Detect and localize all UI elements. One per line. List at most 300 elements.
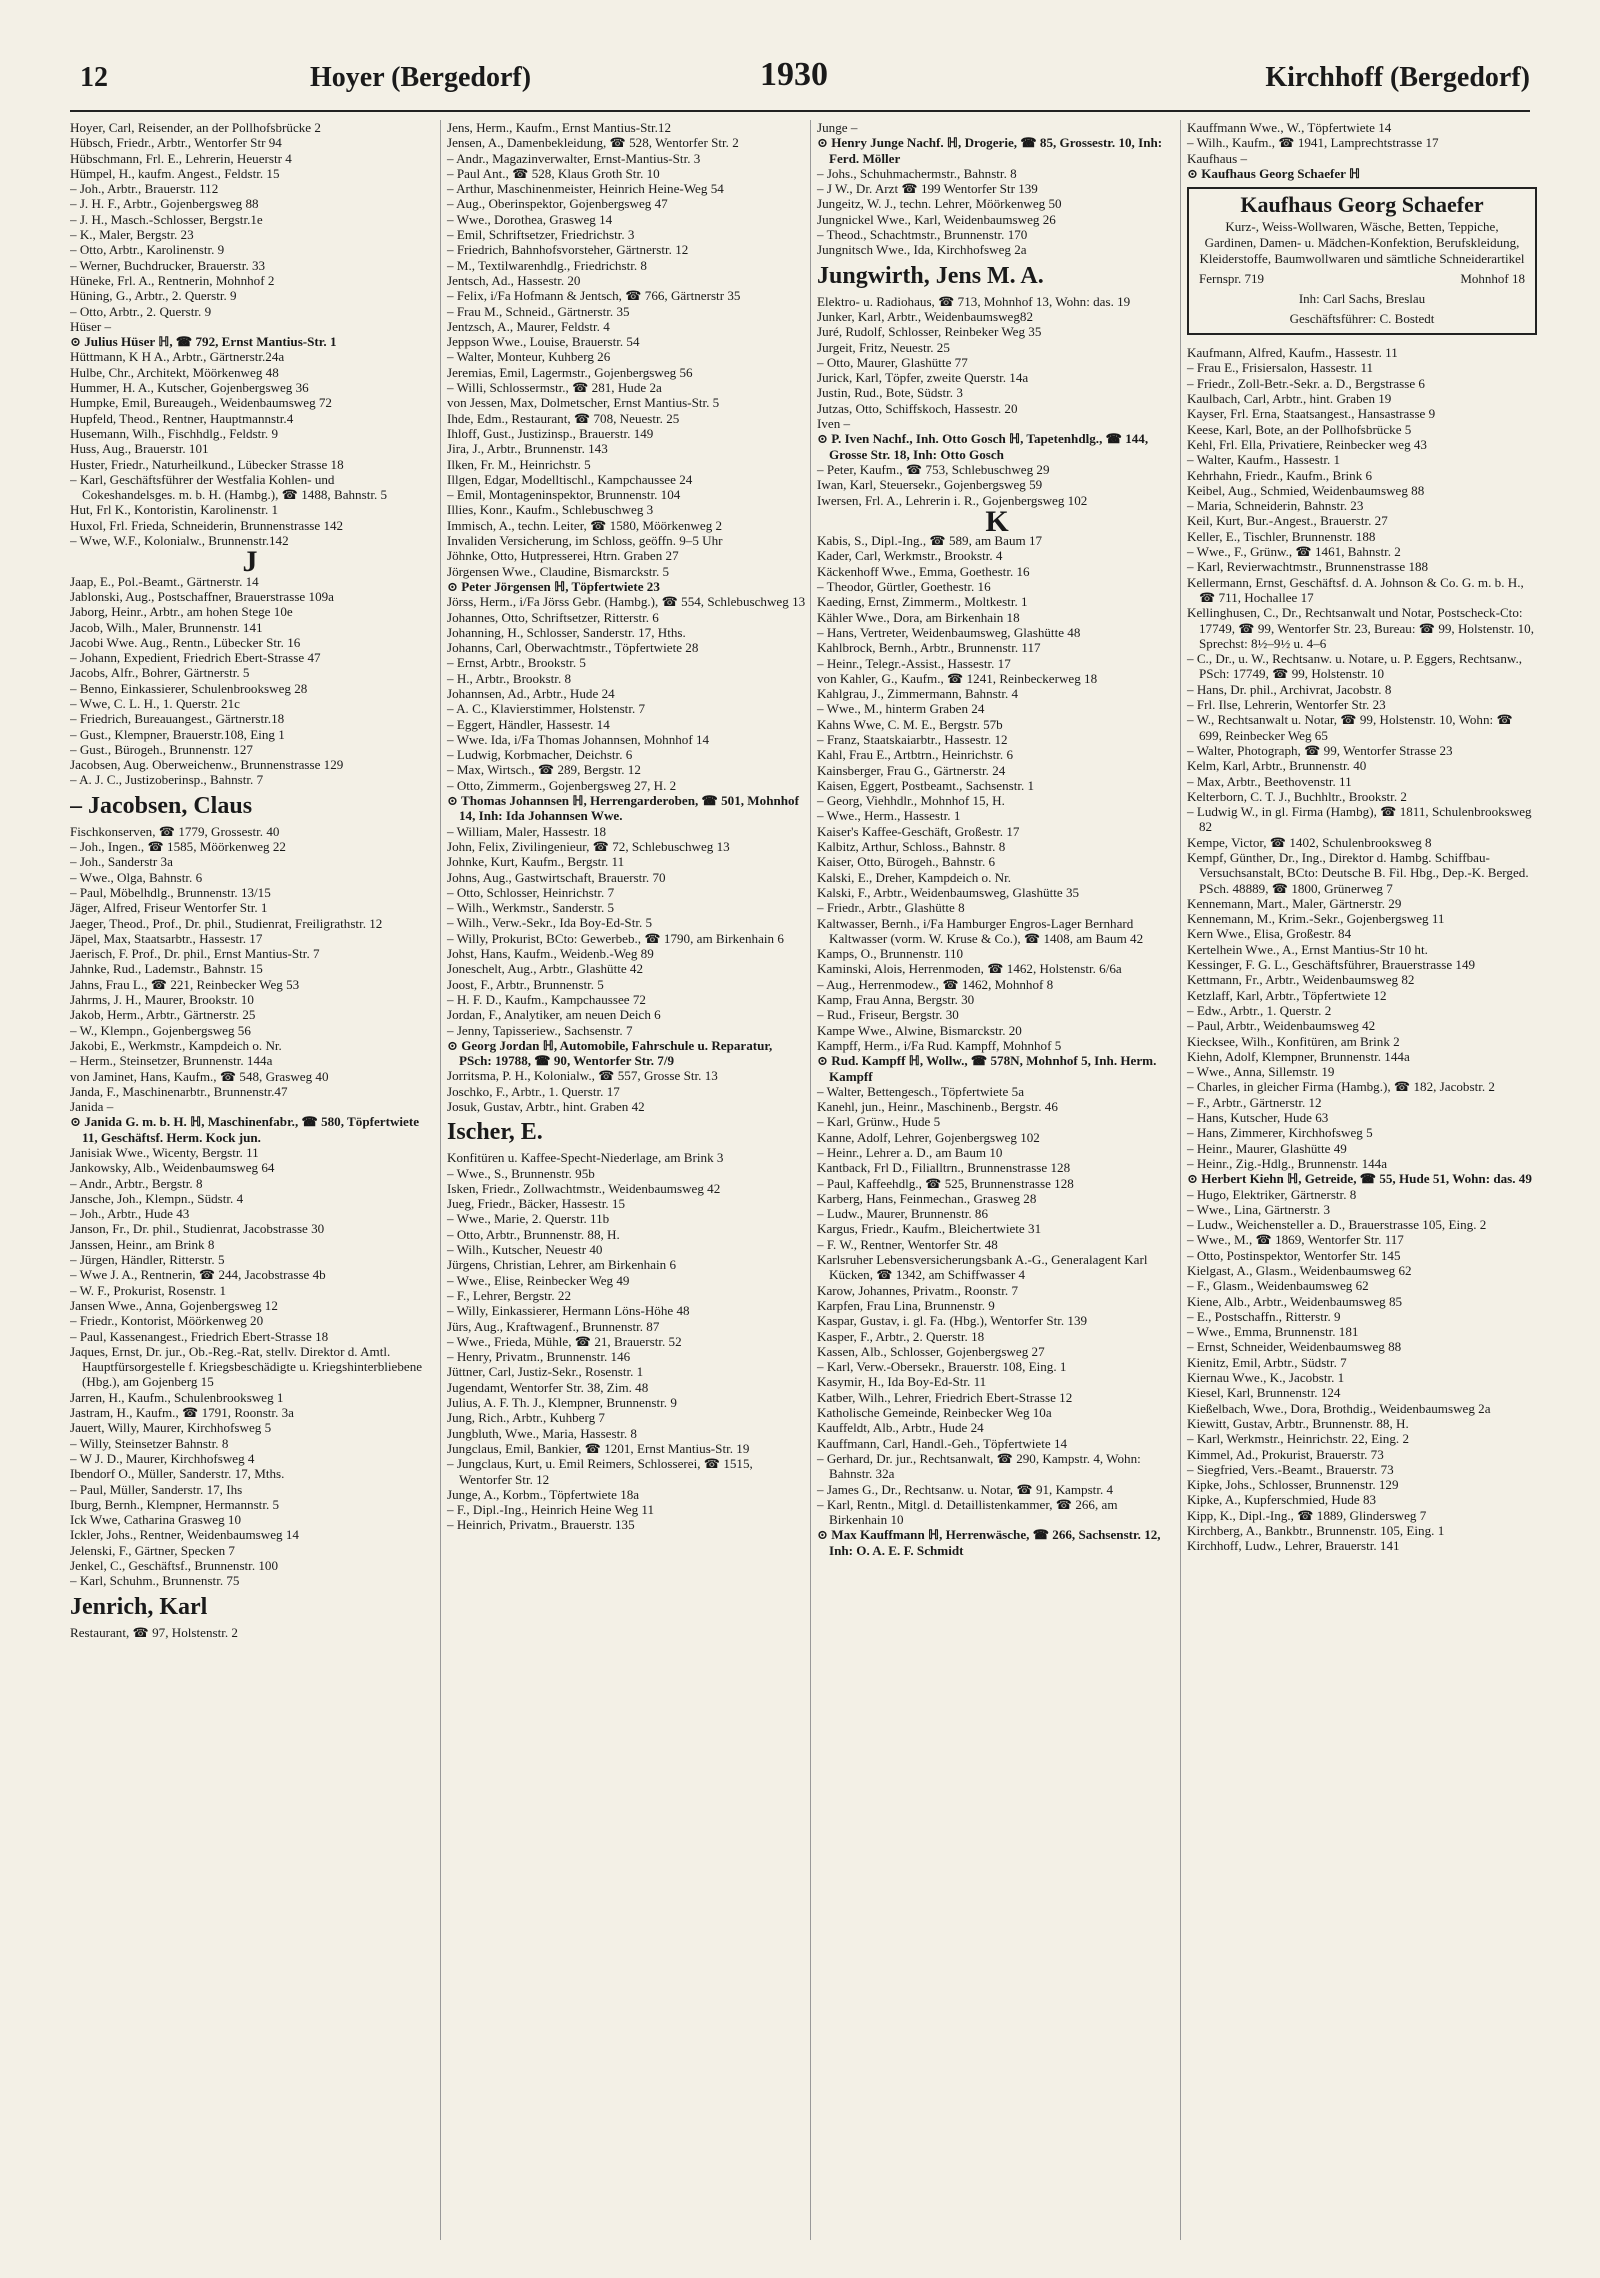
directory-entry: Kaulbach, Carl, Arbtr., hint. Graben 19 [1187, 391, 1392, 407]
directory-entry: Jungbluth, Wwe., Maria, Hassestr. 8 [447, 1425, 637, 1441]
directory-entry: – Andr., Magazinverwalter, Ernst-Mantius-Str. 3 [447, 150, 701, 166]
directory-entry: – Hans, Zimmerer, Kirchhofsweg 5 [1187, 1125, 1373, 1141]
directory-entry: Kaspar, Gustav, i. gl. Fa. (Hbg.), Wentorfer Str. 139 [817, 1313, 1088, 1329]
directory-entry: Kahlbrock, Bernh., Arbtr., Brunnenstr. 117 [817, 640, 1041, 656]
directory-entry: Fischkonserven, ☎ 1779, Grossestr. 40 [70, 823, 280, 839]
directory-entry: – Hans, Kutscher, Hude 63 [1187, 1110, 1329, 1126]
directory-entry: – Rud., Friseur, Bergstr. 30 [817, 1007, 959, 1023]
directory-entry: Kelm, Karl, Arbtr., Brunnenstr. 40 [1187, 758, 1367, 774]
directory-entry: Kanne, Adolf, Lehrer, Gojenbergsweg 102 [817, 1129, 1040, 1145]
directory-entry: Illies, Konr., Kaufm., Schlebuschweg 3 [447, 502, 654, 518]
directory-entry: Jarren, H., Kaufm., Schulenbrooksweg 1 [70, 1389, 284, 1405]
directory-entry: – W J. D., Maurer, Kirchhofsweg 4 [70, 1450, 255, 1466]
directory-entry: – Herm., Steinsetzer, Brunnenstr. 144a [70, 1053, 273, 1069]
directory-entry: Hüning, G., Arbtr., 2. Querstr. 9 [70, 288, 237, 304]
directory-entry: – Paul, Arbtr., Weidenbaumsweg 42 [1187, 1018, 1376, 1034]
directory-entry: – E., Postschaffn., Ritterstr. 9 [1187, 1308, 1341, 1324]
directory-entry: ⊙ Henry Junge Nachf. ℍ, Drogerie, ☎ 85, Grossestr. 10, Inh: Ferd. Möller [817, 135, 1163, 166]
directory-entry: Karpfen, Frau Lina, Brunnenstr. 9 [817, 1297, 995, 1313]
directory-entry: Kelterborn, C. T. J., Buchhltr., Brookstr. 2 [1187, 788, 1407, 804]
directory-entry: – Paul, Müller, Sanderstr. 17, Ihs [70, 1481, 243, 1497]
directory-entry: Jurick, Karl, Töpfer, zweite Querstr. 14a [817, 370, 1029, 386]
directory-entry: – Peter, Kaufm., ☎ 753, Schlebuschweg 29 [817, 461, 1050, 477]
directory-entry: Restaurant, ☎ 97, Holstenstr. 2 [70, 1624, 238, 1640]
directory-entry: Junge – [817, 120, 858, 135]
directory-entry: Hüneke, Frl. A., Rentnerin, Mohnhof 2 [70, 272, 275, 288]
featured-entry: – Jacobsen, Claus [70, 792, 253, 819]
directory-entry: Jacob, Wilh., Maler, Brunnenstr. 141 [70, 619, 263, 635]
page-header [70, 50, 1530, 112]
directory-entry: – Paul, Kaffeehdlg., ☎ 525, Brunnenstrasse 128 [817, 1175, 1074, 1191]
directory-entry: Kienitz, Emil, Arbtr., Südstr. 7 [1187, 1354, 1347, 1370]
directory-entry: Keller, E., Tischler, Brunnenstr. 188 [1187, 528, 1376, 544]
directory-entry: – Jürgen, Händler, Ritterstr. 5 [70, 1252, 225, 1268]
directory-entry: – C., Dr., u. W., Rechtsanw. u. Notare, u. P. Eggers, Rechtsanw., PSch: 17749, ☎ 99, Holstenstr. 10 [1187, 651, 1523, 682]
directory-entry: – Maria, Schneiderin, Bahnstr. 23 [1187, 498, 1364, 514]
directory-entry: – Henry, Privatm., Brunnenstr. 146 [447, 1349, 631, 1365]
directory-entry: Huxol, Frl. Frieda, Schneiderin, Brunnenstrasse 142 [70, 517, 344, 533]
directory-entry: – Theodor, Gürtler, Goethestr. 16 [817, 579, 991, 595]
ad-manager: Geschäftsführer: C. Bostedt [1289, 311, 1435, 327]
directory-entry: – Frau M., Schneid., Gärtnerstr. 35 [447, 303, 630, 319]
directory-entry: – W., Klempn., Gojenbergsweg 56 [70, 1022, 251, 1038]
directory-entry: – Andr., Arbtr., Bergstr. 8 [70, 1175, 203, 1191]
directory-entry: – Emil, Montageninspektor, Brunnenstr. 104 [447, 487, 681, 503]
directory-entry: – James G., Dr., Rechtsanw. u. Notar, ☎ 91, Kampstr. 4 [817, 1481, 1114, 1497]
directory-entry: – Hans, Dr. phil., Archivrat, Jacobstr. 8 [1187, 681, 1392, 697]
directory-entry: Jaques, Ernst, Dr. jur., Ob.-Reg.-Rat, stellv. Direktor d. Amtl. Hauptfürsorgestelle f. Kriegsbeschädigte u. Kriegshinterbliebene (Hbg.), am Gojenberg 15 [70, 1343, 423, 1390]
directory-entry: Kampe Wwe., Alwine, Bismarckstr. 20 [817, 1022, 1022, 1038]
directory-entry: Jordan, F., Analytiker, am neuen Deich 6 [447, 1007, 661, 1023]
directory-entry: Ick Wwe, Catharina Grasweg 10 [70, 1512, 242, 1528]
directory-entry: Johannes, Otto, Schriftsetzer, Ritterstr. 6 [447, 609, 659, 625]
directory-entry: ⊙ P. Iven Nachf., Inh. Otto Gosch ℍ, Tapetenhdlg., ☎ 144, Grosse Str. 18, Inh: Otto Gosch [817, 431, 1149, 462]
directory-entry: John, Felix, Zivilingenieur, ☎ 72, Schlebuschweg 13 [447, 838, 730, 854]
directory-entry: Jensen, A., Damenbekleidung, ☎ 528, Wentorfer Str. 2 [447, 135, 739, 151]
directory-entry: Jungnitsch Wwe., Ida, Kirchhofsweg 2a [817, 242, 1027, 258]
directory-entry: – Walter, Bettengesch., Töpfertwiete 5a [817, 1083, 1024, 1099]
directory-entry: Kimmel, Ad., Prokurist, Brauerstr. 73 [1187, 1446, 1384, 1462]
featured-entry: Jungwirth, Jens M. A. [817, 262, 1044, 289]
directory-entry: Kipke, Johs., Schlosser, Brunnenstr. 129 [1187, 1477, 1399, 1493]
directory-entry: Jahrms, J. H., Maurer, Brookstr. 10 [70, 992, 254, 1008]
directory-entry: Käckenhoff Wwe., Emma, Goethestr. 16 [817, 563, 1030, 579]
directory-entry: Kiernau Wwe., K., Jacobstr. 1 [1187, 1370, 1345, 1386]
directory-entry: Iwan, Karl, Steuersekr., Gojenbergsweg 59 [817, 477, 1043, 493]
directory-entry: Kirchberg, A., Bankbtr., Brunnenstr. 105, Eing. 1 [1187, 1523, 1445, 1539]
directory-entry: Junge, A., Korbm., Töpfertwiete 18a [447, 1486, 640, 1502]
directory-entry: – Otto, Arbtr., Brunnenstr. 88, H. [447, 1226, 620, 1242]
directory-entry: Kaeding, Ernst, Zimmerm., Moltkestr. 1 [817, 594, 1028, 610]
column-2 [440, 120, 813, 2240]
directory-entry: Kessinger, F. G. L., Geschäftsführer, Brauerstrasse 149 [1187, 957, 1476, 973]
ad-contact-row [1199, 271, 1525, 287]
directory-entry: Jansche, Joh., Klempn., Südstr. 4 [70, 1190, 244, 1206]
directory-entry: Kießelbach, Wwe., Dora, Brothdig., Weidenbaumsweg 2a [1187, 1400, 1491, 1416]
directory-entry: Kiesel, Karl, Brunnenstr. 124 [1187, 1385, 1341, 1401]
left-running-head: Hoyer (Bergedorf) [310, 62, 532, 93]
directory-entry: – Charles, in gleicher Firma (Hambg.), ☎ 182, Jacobstr. 2 [1187, 1079, 1495, 1095]
directory-entry: Jacobi Wwe. Aug., Rentn., Lübecker Str. 16 [70, 634, 301, 650]
directory-entry: – Jenny, Tapisseriew., Sachsenstr. 7 [447, 1022, 633, 1038]
directory-entry: – Siegfried, Vers.-Beamt., Brauerstr. 73 [1187, 1461, 1394, 1477]
directory-entry: Hübschmann, Frl. E., Lehrerin, Heuerstr 4 [70, 150, 292, 166]
directory-entry: Kanehl, jun., Heinr., Maschinenb., Bergstr. 46 [817, 1099, 1058, 1115]
ad-body: Kurz-, Weiss-Wollwaren, Wäsche, Betten, Teppiche, Gardinen, Damen- u. Mädchen-Konfektion, Berufskleidung, Kleiderstoffe, Baumwollwaren und sämtliche Schneiderartikel [1199, 219, 1525, 267]
column-1 [70, 120, 436, 2240]
directory-entry: Kauffeldt, Alb., Arbtr., Hude 24 [817, 1420, 984, 1436]
right-running-head: Kirchhoff (Bergedorf) [1265, 62, 1530, 93]
directory-entry: Husemann, Wilh., Fischhdlg., Feldstr. 9 [70, 425, 279, 441]
directory-entry: Jira, J., Arbtr., Brunnenstr. 143 [447, 441, 608, 457]
directory-entry: Jurgeit, Fritz, Neuestr. 25 [817, 339, 950, 355]
directory-entry: Kirchhoff, Ludw., Lehrer, Brauerstr. 141 [1187, 1538, 1400, 1554]
directory-entry: Kalbitz, Arthur, Schloss., Bahnstr. 8 [817, 839, 1006, 855]
directory-entry: Jung, Rich., Arbtr., Kuhberg 7 [447, 1410, 605, 1426]
directory-entry: Kampff, Herm., i/Fa Rud. Kampff, Mohnhof 5 [817, 1037, 1062, 1053]
directory-entry: – Franz, Staatskaiarbtr., Hassestr. 12 [817, 731, 1008, 747]
directory-entry: Kaufmann, Alfred, Kaufm., Hassestr. 11 [1187, 345, 1398, 361]
directory-entry: Kainsberger, Frau G., Gärtnerstr. 24 [817, 762, 1006, 778]
directory-entry: – Heinr., Telegr.-Assist., Hassestr. 17 [817, 655, 1011, 671]
directory-entry: – Theod., Schachtmstr., Brunnenstr. 170 [817, 227, 1028, 243]
directory-entry: Jahns, Frau L., ☎ 221, Reinbecker Weg 53 [70, 976, 300, 992]
directory-entry: Kennemann, Mart., Maler, Gärtnerstr. 29 [1187, 895, 1402, 911]
directory-entry: Isken, Friedr., Zollwachtmstr., Weidenbaumsweg 42 [447, 1180, 721, 1196]
directory-entry: Kähler Wwe., Dora, am Birkenhain 18 [817, 609, 1020, 625]
directory-entry: Ihloff, Gust., Justizinsp., Brauerstr. 149 [447, 425, 654, 441]
featured-entry: Jenrich, Karl [70, 1593, 208, 1620]
directory-entry: – Otto, Postinspektor, Wentorfer Str. 145 [1187, 1247, 1401, 1263]
directory-entry: Illgen, Edgar, Modelltischl., Kampchaussee 24 [447, 471, 693, 487]
directory-entry: Janson, Fr., Dr. phil., Studienrat, Jacobstrasse 30 [70, 1221, 325, 1237]
directory-entry: Karberg, Hans, Feinmechan., Grasweg 28 [817, 1190, 1037, 1206]
directory-entry: – M., Textilwarenhdlg., Friedrichstr. 8 [447, 257, 647, 273]
ad-phone: Fernspr. 719 [1199, 271, 1264, 287]
directory-entry: Keibel, Aug., Schmied, Weidenbaumsweg 88 [1187, 482, 1425, 498]
directory-entry: Kader, Carl, Werkmstr., Brookstr. 4 [817, 548, 1003, 564]
directory-entry: Joschko, F., Arbtr., 1. Querstr. 17 [447, 1083, 620, 1099]
directory-entry: Iwersen, Frl. A., Lehrerin i. R., Gojenbergsweg 102 [817, 492, 1088, 508]
directory-entry: – Karl, Geschäftsführer der Westfalia Kohlen- und Cokeshandelsges. m. b. H. (Hambg.), ☎ 1488, Bahnstr. 5 [70, 471, 388, 503]
directory-entry: – Wwe., Marie, 2. Querstr. 11b [447, 1211, 610, 1227]
directory-entry: Jentsch, Ad., Hassestr. 20 [447, 272, 581, 288]
directory-entry: Kern Wwe., Elisa, Großestr. 84 [1187, 926, 1352, 942]
directory-entry: Johnke, Kurt, Kaufm., Bergstr. 11 [447, 854, 625, 870]
column-3 [810, 120, 1183, 2240]
directory-entry: Kahl, Frau E., Artbtrn., Heinrichstr. 6 [817, 747, 1014, 763]
directory-entry: – Heinr., Zig.-Hdlg., Brunnenstr. 144a [1187, 1155, 1388, 1171]
directory-entry: Jueg, Friedr., Bäcker, Hassestr. 15 [447, 1196, 626, 1212]
directory-entry: Ihde, Edm., Restaurant, ☎ 708, Neuestr. 25 [447, 410, 680, 426]
featured-entry: Ischer, E. [447, 1119, 543, 1146]
directory-entry: Jäpel, Max, Staatsarbtr., Hassestr. 17 [70, 930, 263, 946]
directory-entry: Kaminski, Alois, Herrenmoden, ☎ 1462, Holstenstr. 6/6a [817, 961, 1122, 977]
directory-entry: – Walter, Kaufm., Hassestr. 1 [1187, 452, 1341, 468]
directory-entry: Kiehn, Adolf, Klempner, Brunnenstr. 144a [1187, 1048, 1410, 1064]
directory-entry: – Wilh., Verw.-Sekr., Ida Boy-Ed-Str. 5 [447, 915, 653, 931]
directory-entry: Kehl, Frl. Ella, Privatiere, Reinbecker weg 43 [1187, 436, 1427, 452]
directory-entry: Justin, Rud., Bote, Südstr. 3 [817, 385, 963, 401]
directory-entry: Jacobsen, Aug. Oberweichenw., Brunnenstrasse 129 [70, 757, 344, 773]
directory-entry: – Wwe., Elise, Reinbecker Weg 49 [447, 1272, 630, 1288]
directory-entry: – Friedrich, Bahnhofsvorsteher, Gärtnerstr. 12 [447, 242, 689, 258]
directory-entry: Immisch, A., techn. Leiter, ☎ 1580, Möörkenweg 2 [447, 517, 723, 533]
directory-entry: – Willy, Prokurist, BCto: Gewerbeb., ☎ 1790, am Birkenhain 6 [447, 930, 784, 946]
directory-entry: Junker, Karl, Arbtr., Weidenbaumsweg82 [817, 308, 1034, 324]
directory-entry: ⊙ Peter Jörgensen ℍ, Töpfertwiete 23 [447, 578, 660, 594]
directory-entry: – Walter, Monteur, Kuhberg 26 [447, 349, 611, 365]
directory-entry: – Ludwig, Korbmacher, Deichstr. 6 [447, 747, 633, 763]
directory-entry: Kamps, O., Brunnenstr. 110 [817, 946, 964, 962]
directory-entry: Jörss, Herm., i/Fa Jörss Gebr. (Hambg.), ☎ 554, Schlebuschweg 13 [447, 594, 806, 610]
directory-entry: – Ernst, Schneider, Weidenbaumsweg 88 [1187, 1339, 1402, 1355]
directory-entry: – Max, Wirtsch., ☎ 289, Bergstr. 12 [447, 762, 641, 778]
directory-entry: – J. H., Masch.-Schlosser, Bergstr.1e [70, 211, 263, 227]
directory-entry: Kipke, A., Kupferschmied, Hude 83 [1187, 1492, 1377, 1508]
directory-entry: – Arthur, Maschinenmeister, Heinrich Heine-Weg 54 [447, 181, 724, 197]
directory-entry: – K., Maler, Bergstr. 23 [70, 227, 194, 243]
directory-entry: – Heinr., Lehrer a. D., am Baum 10 [817, 1145, 1003, 1160]
directory-entry: – W., Rechtsanwalt u. Notar, ☎ 99, Holstenstr. 10, Wohn: ☎ 699, Reinbecker Weg 65 [1187, 712, 1513, 743]
directory-entry: Karlsruher Lebensversicherungsbank A.-G., Generalagent Karl Kücken, ☎ 1342, am Schiffwasser 4 [817, 1252, 1148, 1283]
directory-entry: – Ernst, Arbtr., Brookstr. 5 [447, 655, 586, 671]
directory-entry: Jorritsma, P. H., Kolonialw., ☎ 557, Grosse Str. 13 [447, 1068, 718, 1084]
directory-entry: Juré, Rudolf, Schlosser, Reinbeker Weg 35 [817, 324, 1042, 340]
directory-entry: – Otto, Maurer, Glashütte 77 [817, 354, 968, 370]
directory-entry: Johns, Aug., Gastwirtschaft, Brauerstr. 70 [447, 869, 666, 885]
directory-entry: Hut, Frl K., Kontoristin, Karolinenstr. 1 [70, 502, 279, 518]
directory-entry: Jenkel, C., Geschäftsf., Brunnenstr. 100 [70, 1558, 279, 1574]
directory-entry: Kabis, S., Dipl.-Ing., ☎ 589, am Baum 17 [817, 533, 1043, 549]
directory-entry: – Joh., Sanderstr 3a [70, 854, 173, 870]
directory-entry: Kauffmann Wwe., W., Töpfertwiete 14 [1187, 120, 1392, 135]
directory-entry: – Karl, Verw.-Obersekr., Brauerstr. 108, Eing. 1 [817, 1359, 1067, 1375]
directory-entry: – Werner, Buchdrucker, Brauerstr. 33 [70, 257, 266, 273]
directory-entry: Ketzlaff, Karl, Arbtr., Töpfertwiete 12 [1187, 987, 1387, 1003]
directory-entry: Jacobs, Alfr., Bohrer, Gärtnerstr. 5 [70, 665, 250, 681]
directory-entry: Keese, Karl, Bote, an der Pollhofsbrücke 5 [1187, 421, 1412, 437]
directory-entry: ⊙ Julius Hüser ℍ, ☎ 792, Ernst Mantius-Str. 1 [70, 334, 337, 350]
directory-entry: ⊙ Max Kauffmann ℍ, Herrenwäsche, ☎ 266, Sachsenstr. 12, Inh: O. A. E. F. Schmidt [817, 1527, 1161, 1558]
directory-entry: – Paul, Möbelhdlg., Brunnenstr. 13/15 [70, 884, 271, 900]
directory-entry: Jeppson Wwe., Louise, Brauerstr. 54 [447, 334, 640, 350]
directory-entry: Hümpel, H., kaufm. Angest., Feldstr. 15 [70, 165, 280, 181]
directory-entry: – Wwe. Ida, i/Fa Thomas Johannsen, Mohnhof 14 [447, 731, 710, 747]
directory-entry: Kaiser, Otto, Bürogeh., Bahnstr. 6 [817, 854, 996, 870]
directory-entry: – Emil, Schriftsetzer, Friedrichstr. 3 [447, 227, 635, 243]
directory-entry: ⊙ Thomas Johannsen ℍ, Herrengarderoben, ☎ 501, Mohnhof 14, Inh: Ida Johannsen Wwe. [447, 793, 799, 824]
directory-entry: Kamp, Frau Anna, Bergstr. 30 [817, 992, 975, 1008]
directory-entry: ⊙ Janida G. m. b. H. ℍ, Maschinenfabr., ☎ 580, Töpfertwiete 11, Geschäftsf. Herm. Kock jun. [70, 1114, 420, 1145]
directory-entry: Hüttmann, K H A., Arbtr., Gärtnerstr.24a [70, 349, 285, 365]
directory-entry: – A. J. C., Justizoberinsp., Bahnstr. 7 [70, 772, 264, 788]
directory-entry: – F., Lehrer, Bergstr. 22 [447, 1287, 572, 1303]
directory-entry: Jäger, Alfred, Friseur Wentorfer Str. 1 [70, 900, 268, 916]
directory-entry: – Willi, Schlossermstr., ☎ 281, Hude 2a [447, 380, 662, 396]
directory-entry: Jungclaus, Emil, Bankier, ☎ 1201, Ernst Mantius-Str. 19 [447, 1440, 750, 1456]
directory-entry: Kaisen, Eggert, Postbeamt., Sachsenstr. 1 [817, 777, 1035, 793]
directory-entry: von Jessen, Max, Dolmetscher, Ernst Mantius-Str. 5 [447, 395, 720, 411]
directory-entry: Hüser – [70, 318, 112, 334]
directory-entry: Johannsen, Ad., Arbtr., Hude 24 [447, 685, 615, 701]
directory-entry: – Edw., Arbtr., 1. Querstr. 2 [1187, 1002, 1332, 1018]
directory-entry: – Walter, Photograph, ☎ 99, Wentorfer Strasse 23 [1187, 742, 1453, 758]
directory-entry: – H. F. D., Kaufm., Kampchaussee 72 [447, 991, 646, 1007]
directory-entry: – Ludw., Weichensteller a. D., Brauerstrasse 105, Eing. 2 [1187, 1217, 1487, 1233]
directory-entry: Kassen, Alb., Schlosser, Gojenbergsweg 27 [817, 1343, 1045, 1359]
directory-entry: – Friedrich, Bureauangest., Gärtnerstr.18 [70, 711, 285, 727]
directory-entry: Joost, F., Arbtr., Brunnenstr. 5 [447, 976, 604, 992]
directory-entry: – Wwe., Anna, Sillemstr. 19 [1187, 1064, 1335, 1080]
directory-entry: – Gust., Bürogeh., Brunnenstr. 127 [70, 741, 253, 757]
directory-entry: Jürgens, Christian, Lehrer, am Birkenhain 6 [447, 1257, 677, 1273]
directory-entry: – Aug., Oberinspektor, Gojenbergsweg 47 [447, 196, 668, 212]
directory-entry: Ickler, Johs., Rentner, Weidenbaumsweg 14 [70, 1527, 299, 1543]
directory-entry: – Wwe., M., ☎ 1869, Wentorfer Str. 117 [1187, 1232, 1404, 1248]
directory-entry: – Wwe., S., Brunnenstr. 95b [447, 1165, 595, 1181]
directory-entry: von Jaminet, Hans, Kaufm., ☎ 548, Grasweg 40 [70, 1068, 329, 1084]
directory-entry: Kettmann, Fr., Arbtr., Weidenbaumsweg 82 [1187, 972, 1415, 988]
directory-entry: ⊙ Rud. Kampff ℍ, Wollw., ☎ 578N, Mohnhof 5, Inh. Herm. Kampff [817, 1053, 1157, 1084]
directory-entry: Kasper, F., Arbtr., 2. Querstr. 18 [817, 1328, 985, 1344]
directory-entry: – Willy, Steinsetzer Bahnstr. 8 [70, 1435, 229, 1451]
directory-entry: Jungeitz, W. J., techn. Lehrer, Möörkenweg 50 [817, 196, 1062, 212]
year: 1930 [760, 56, 828, 93]
column-4 [1180, 120, 1537, 2240]
directory-entry: – Willy, Einkassierer, Hermann Löns-Höhe 48 [447, 1303, 690, 1319]
directory-entry: Kaiser's Kaffee-Geschäft, Großestr. 17 [817, 823, 1020, 839]
directory-entry: – Gust., Klempner, Brauerstr.108, Eing 1 [70, 726, 285, 742]
directory-entry: Katber, Wilh., Lehrer, Friedrich Ebert-Strasse 12 [817, 1389, 1073, 1405]
ad-title: Kaufhaus Georg Schaefer [1240, 192, 1484, 218]
directory-entry: Elektro- u. Radiohaus, ☎ 713, Mohnhof 13, Wohn: das. 19 [817, 293, 1131, 309]
directory-entry: Kahlgrau, J., Zimmermann, Bahnstr. 4 [817, 686, 1019, 702]
directory-entry: ⊙ Georg Jordan ℍ, Automobile, Fahrschule u. Reparatur, PSch: 19788, ☎ 90, Wentorfer Str. 7/9 [447, 1037, 773, 1069]
directory-entry: – Joh., Ingen., ☎ 1585, Möörkenweg 22 [70, 839, 286, 855]
directory-entry: – J W., Dr. Arzt ☎ 199 Wentorfer Str 139 [817, 181, 1038, 197]
directory-entry: Huster, Friedr., Naturheilkund., Lübecker Strasse 18 [70, 456, 344, 472]
directory-entry: – Wwe., Emma, Brunnenstr. 181 [1187, 1324, 1359, 1340]
directory-entry: – J. H. F., Arbtr., Gojenbergsweg 88 [70, 196, 259, 212]
directory-entry: Karow, Johannes, Privatm., Roonstr. 7 [817, 1282, 1018, 1298]
directory-entry: – Wwe., Dorothea, Grasweg 14 [447, 211, 613, 227]
directory-entry: ⊙ Herbert Kiehn ℍ, Getreide, ☎ 55, Hude 51, Wohn: das. 49 [1187, 1171, 1532, 1187]
directory-entry: Jugendamt, Wentorfer Str. 38, Zim. 48 [447, 1379, 649, 1395]
directory-entry: – Ludw., Maurer, Brunnenstr. 86 [817, 1206, 988, 1222]
advertisement-box [1187, 187, 1537, 335]
directory-entry: Jankowsky, Alb., Weidenbaumsweg 64 [70, 1160, 275, 1176]
directory-entry: Johst, Hans, Kaufm., Weidenb.-Weg 89 [447, 946, 654, 962]
directory-entry: – Friedr., Kontorist, Möörkenweg 20 [70, 1313, 264, 1329]
directory-entry: – H., Arbtr., Brookstr. 8 [447, 670, 572, 686]
directory-entry: – Felix, i/Fa Hofmann & Jentsch, ☎ 766, Gärtnerstr 35 [447, 288, 741, 304]
directory-entry: Jablonski, Aug., Postschaffner, Brauerstrasse 109a [70, 588, 334, 604]
directory-entry: Jürs, Aug., Kraftwagenf., Brunnenstr. 87 [447, 1318, 660, 1334]
directory-entry: – Joh., Arbtr., Brauerstr. 112 [70, 181, 219, 197]
directory-entry: Jaeger, Theod., Prof., Dr. phil., Studienrat, Freiligrathstr. 12 [70, 915, 383, 931]
directory-entry: – Wilh., Werkmstr., Sanderstr. 5 [447, 900, 615, 916]
directory-entry: Kauffmann, Carl, Handl.-Geh., Töpfertwiete 14 [817, 1435, 1068, 1451]
section-letter: J [242, 545, 258, 579]
directory-entry: Jauert, Willy, Maurer, Kirchhofsweg 5 [70, 1420, 272, 1436]
directory-entry: – Max, Arbtr., Beethovenstr. 11 [1187, 773, 1352, 789]
directory-entry: Jeremias, Emil, Lagermstr., Gojenbergsweg 56 [447, 364, 693, 380]
directory-entry: – Wilh., Kaufm., ☎ 1941, Lamprechtstrasse 17 [1187, 135, 1439, 151]
directory-entry: Kellinghusen, C., Dr., Rechtsanwalt und Notar, Postscheck-Cto: 17749, ☎ 99, Wentorfer Str. 23, Bureau: ☎ 99, Holstenstr. 10, Sprechst: 8½–9½ u. 4–6 [1187, 605, 1534, 651]
directory-entry: Josuk, Gustav, Arbtr., hint. Graben 42 [447, 1099, 645, 1114]
directory-entry: Ibendorf O., Müller, Sanderstr. 17, Mths. [70, 1466, 285, 1482]
directory-entry: Kantback, Frl D., Filialltrn., Brunnenstrasse 128 [817, 1160, 1071, 1176]
directory-entry: Kiewitt, Gustav, Arbtr., Brunnenstr. 88, H. [1187, 1415, 1409, 1431]
directory-entry: – Friedr., Arbtr., Glashütte 8 [817, 900, 965, 916]
directory-entry: – F., Glasm., Weidenbaumsweg 62 [1187, 1278, 1369, 1294]
directory-entry: – Georg, Viehhdlr., Mohnhof 15, H. [817, 793, 1005, 809]
directory-entry: Kalski, F., Arbtr., Weidenbaumsweg, Glashütte 35 [817, 884, 1080, 900]
page-number: 12 [80, 62, 108, 93]
directory-entry: Kaufhaus – [1187, 150, 1247, 166]
directory-entry: Jentzsch, A., Maurer, Feldstr. 4 [447, 318, 610, 334]
directory-entry: – Wwe., Olga, Bahnstr. 6 [70, 869, 203, 885]
directory-entry: – Karl, Werkmstr., Heinrichstr. 22, Eing. 2 [1187, 1431, 1409, 1447]
directory-entry: – Hugo, Elektriker, Gärtnerstr. 8 [1187, 1186, 1357, 1202]
directory-entry: – Benno, Einkassierer, Schulenbrooksweg 28 [70, 680, 308, 696]
directory-entry: Jaborg, Heinr., Arbtr., am hohen Stege 10e [70, 604, 293, 620]
directory-entry: – Eggert, Händler, Hassestr. 14 [447, 716, 610, 732]
directory-entry: Kielgast, A., Glasm., Weidenbaumsweg 62 [1187, 1263, 1412, 1278]
directory-entry: Hoyer, Carl, Reisender, an der Pollhofsbrücke 2 [70, 120, 321, 135]
directory-entry: Kiene, Alb., Arbtr., Weidenbaumsweg 85 [1187, 1293, 1403, 1309]
directory-entry: Hummer, H. A., Kutscher, Gojenbergsweg 36 [70, 380, 309, 396]
directory-entry: – Jungclaus, Kurt, u. Emil Reimers, Schlosserei, ☎ 1515, Wentorfer Str. 12 [447, 1456, 753, 1487]
directory-entry: – Wwe., F., Grünw., ☎ 1461, Bahnstr. 2 [1187, 544, 1401, 560]
directory-entry: Jörgensen Wwe., Claudine, Bismarckstr. 5 [447, 563, 670, 579]
directory-entry: Janssen, Heinr., am Brink 8 [70, 1236, 215, 1252]
directory-entry: Jungnickel Wwe., Karl, Weidenbaumsweg 26 [817, 211, 1056, 227]
directory-entry: Janisiak Wwe., Wicenty, Bergstr. 11 [70, 1145, 259, 1160]
directory-entry: Katholische Gemeinde, Reinbecker Weg 10a [817, 1405, 1052, 1421]
directory-entry: – F. W., Rentner, Wentorfer Str. 48 [817, 1236, 998, 1252]
directory-entry: – William, Maler, Hassestr. 18 [447, 823, 607, 839]
directory-entry: Jutzas, Otto, Schiffskoch, Hassestr. 20 [817, 400, 1018, 416]
directory-entry: Hupfeld, Theod., Rentner, Hauptmannstr.4 [70, 410, 294, 426]
directory-entry: – Frl. Ilse, Lehrerin, Wentorfer Str. 23 [1187, 697, 1386, 713]
directory-entry: Jüttner, Carl, Justiz-Sekr., Rosenstr. 1 [447, 1364, 644, 1380]
directory-entry: ⊙ Kaufhaus Georg Schaefer ℍ [1187, 165, 1361, 181]
directory-entry: Kipp, K., Dipl.-Ing., ☎ 1889, Glindersweg 7 [1187, 1507, 1427, 1523]
directory-entry: – Johs., Schuhmachermstr., Bahnstr. 8 [817, 165, 1017, 181]
directory-entry: Jakob, Herm., Arbtr., Gärtnerstr. 25 [70, 1007, 256, 1023]
directory-entry: Invaliden Versicherung, im Schloss, geöffn. 9–5 Uhr [447, 533, 723, 549]
directory-entry: – Frau E., Frisiersalon, Hassestr. 11 [1187, 360, 1374, 376]
directory-entry: Jahnke, Rud., Lademstr., Bahnstr. 15 [70, 961, 263, 977]
directory-entry: Jelenski, F., Gärtner, Specken 7 [70, 1542, 235, 1558]
directory-entry: Kayser, Frl. Erna, Staatsangest., Hansastrasse 9 [1187, 406, 1436, 422]
directory-entry: – Wwe, C. L. H., 1. Querstr. 21c [70, 695, 240, 711]
directory-entry: Kempe, Victor, ☎ 1402, Schulenbrooksweg 8 [1187, 834, 1432, 850]
directory-entry: – Joh., Arbtr., Hude 43 [70, 1206, 190, 1222]
directory-entry: Kaltwasser, Bernh., i/Fa Hamburger Engros-Lager Bernhard Kaltwasser (vorm. W. Kruse & Co.), ☎ 1408, am Baum 42 [817, 915, 1144, 946]
directory-entry: Johanning, H., Schlosser, Sanderstr. 17, Hths. [447, 624, 686, 640]
directory-entry: Kehrhahn, Friedr., Kaufm., Brink 6 [1187, 467, 1373, 483]
directory-entry: – Paul, Kassenangest., Friedrich Ebert-Strasse 18 [70, 1328, 329, 1344]
directory-entry: – Wwe., Lina, Gärtnerstr. 3 [1187, 1201, 1331, 1217]
directory-entry: – Otto, Zimmerm., Gojenbergsweg 27, H. 2 [447, 777, 677, 793]
directory-entry: – Aug., Herrenmodew., ☎ 1462, Mohnhof 8 [817, 976, 1054, 992]
directory-entry: Jaap, E., Pol.-Beamt., Gärtnerstr. 14 [70, 573, 259, 589]
directory-entry: Joneschelt, Aug., Arbtr., Glashütte 42 [447, 961, 644, 977]
directory-entry: Jöhnke, Otto, Hutpresserei, Htrn. Graben 27 [447, 548, 679, 564]
